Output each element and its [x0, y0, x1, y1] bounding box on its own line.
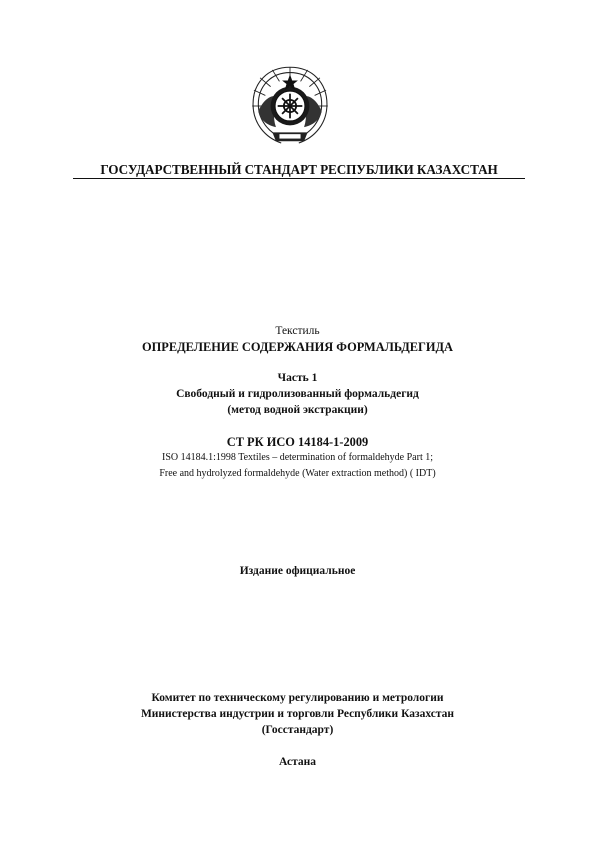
publisher-block [0, 690, 595, 738]
publisher-line-2: Министерства индустрии и торговли Республики Казахстан [140, 708, 455, 720]
part-block [0, 370, 595, 418]
category-label: Текстиль [275, 325, 320, 337]
subtitle-line-2: (метод водной экстракции) [227, 404, 368, 416]
main-title: ОПРЕДЕЛЕНИЕ СОДЕРЖАНИЯ ФОРМАЛЬДЕГИДА [142, 340, 453, 354]
standard-code: СТ РК ИСО 14184-1-2009 [226, 435, 369, 449]
document-header-title: ГОСУДАРСТВЕННЫЙ СТАНДАРТ РЕСПУБЛИКИ КАЗАХСТАН [100, 162, 498, 177]
publisher-line-3: (Госстандарт) [261, 724, 334, 736]
part-label: Часть 1 [277, 372, 318, 384]
iso-reference-line-1: ISO 14184.1:1998 Textiles – determination of formaldehyde Part 1; [161, 452, 433, 463]
title-block [0, 323, 595, 355]
standard-block [0, 434, 595, 482]
publisher-line-1: Комитет по техническому регулированию и метрологии [151, 692, 444, 704]
header-underline [73, 178, 525, 179]
state-emblem-icon [246, 62, 334, 150]
edition-block [0, 563, 595, 579]
iso-reference-line-2: Free and hydrolyzed formaldehyde (Water extraction method) ( IDT) [159, 468, 436, 479]
subtitle-line-1: Свободный и гидролизованный формальдегид [176, 388, 419, 400]
city-label: Астана [278, 756, 317, 768]
city-block [0, 754, 595, 770]
edition-label: Издание официальное [239, 565, 356, 577]
